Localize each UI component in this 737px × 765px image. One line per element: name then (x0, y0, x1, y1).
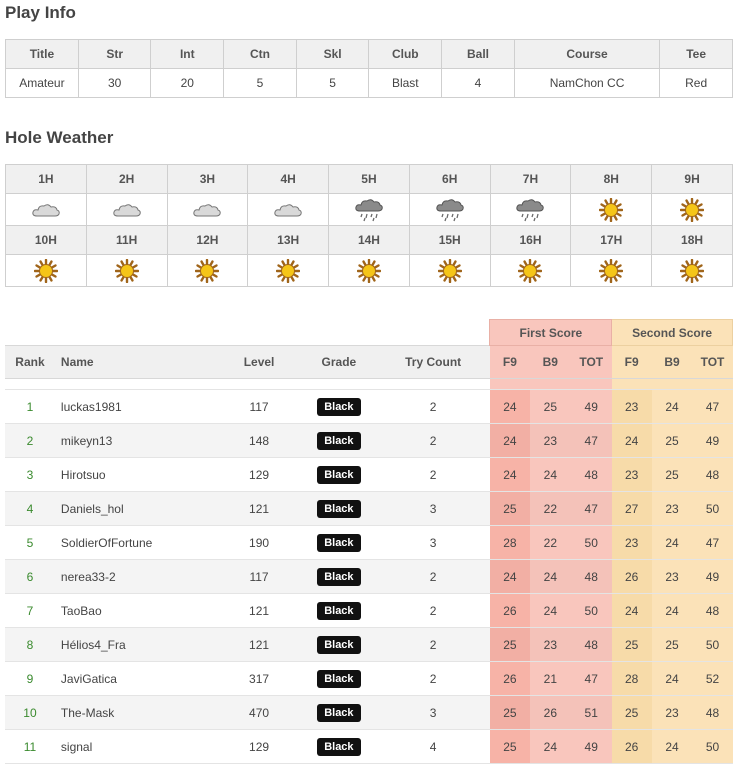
hole-label: 18H (652, 226, 733, 255)
second-b9-cell: 25 (652, 424, 693, 458)
col-skl: Skl (296, 40, 369, 69)
try-count-cell: 2 (376, 458, 490, 492)
first-tot-cell: 50 (571, 526, 612, 560)
second-b9-cell: 23 (652, 696, 693, 730)
rank-cell: 11 (5, 730, 55, 764)
front-nine-hole-row (6, 165, 733, 194)
table-row (5, 424, 733, 458)
rain-icon (354, 202, 384, 216)
hole-label: 4H (248, 165, 329, 194)
hole-weather-cell (248, 255, 329, 287)
hole-weather-cell (6, 194, 87, 226)
val-title: Amateur (6, 69, 79, 98)
ranking-body (5, 390, 733, 764)
rank-cell: 6 (5, 560, 55, 594)
try-count-cell: 2 (376, 628, 490, 662)
hole-weather-cell (248, 194, 329, 226)
second-b9-cell: 25 (652, 458, 693, 492)
grade-badge: Black (317, 568, 360, 586)
table-row (5, 390, 733, 424)
second-tot-cell: 48 (692, 696, 732, 730)
first-b9-cell: 23 (530, 628, 571, 662)
hole-label: 5H (329, 165, 410, 194)
grade-badge: Black (317, 704, 360, 722)
hole-weather-cell (652, 255, 733, 287)
sun-icon (680, 202, 704, 216)
grade-badge: Black (317, 432, 360, 450)
val-skl: 5 (296, 69, 369, 98)
first-b9-cell: 24 (530, 560, 571, 594)
rain-icon (435, 202, 465, 216)
second-b9-cell: 24 (652, 730, 693, 764)
val-str: 30 (78, 69, 151, 98)
hole-label: 14H (329, 226, 410, 255)
sun-icon (599, 202, 623, 216)
player-name[interactable]: mikeyn13 (55, 424, 217, 458)
table-row (5, 492, 733, 526)
hole-weather-cell (86, 255, 167, 287)
second-f9-cell: 24 (612, 594, 652, 628)
first-f9-cell: 25 (490, 730, 530, 764)
first-f9-cell: 24 (490, 390, 530, 424)
try-count-cell: 2 (376, 560, 490, 594)
grade-cell (301, 696, 376, 730)
grade-cell (301, 594, 376, 628)
hole-weather-cell (571, 255, 652, 287)
val-ctn: 5 (224, 69, 297, 98)
grade-cell (301, 458, 376, 492)
first-f9-cell: 26 (490, 662, 530, 696)
hole-weather-cell (329, 194, 410, 226)
rank-cell: 2 (5, 424, 55, 458)
player-name[interactable]: TaoBao (55, 594, 217, 628)
grade-badge: Black (317, 738, 360, 756)
second-b9-cell: 24 (652, 526, 693, 560)
level-cell: 121 (217, 492, 302, 526)
second-b9-cell: 24 (652, 594, 693, 628)
sun-icon (438, 263, 462, 277)
sun-icon (195, 263, 219, 277)
second-f9-cell: 26 (612, 560, 652, 594)
hole-label: 1H (6, 165, 87, 194)
back-nine-hole-row (6, 226, 733, 255)
cloud-icon (273, 202, 303, 216)
try-count-cell: 2 (376, 594, 490, 628)
second-b9-cell: 24 (652, 390, 693, 424)
grade-cell (301, 628, 376, 662)
second-tot-cell: 47 (692, 390, 732, 424)
sun-icon (680, 263, 704, 277)
second-f9-cell: 25 (612, 696, 652, 730)
second-tot-cell: 48 (692, 594, 732, 628)
first-tot-cell: 51 (571, 696, 612, 730)
first-b9-cell: 24 (530, 730, 571, 764)
hole-weather-cell (490, 194, 571, 226)
hole-label: 7H (490, 165, 571, 194)
second-tot-cell: 50 (692, 628, 732, 662)
first-f9-cell: 28 (490, 526, 530, 560)
rank-cell: 4 (5, 492, 55, 526)
col-title: Title (6, 40, 79, 69)
grade-cell (301, 390, 376, 424)
player-name[interactable]: Hélios4_Fra (55, 628, 217, 662)
play-info-table (5, 39, 733, 98)
sun-icon (518, 263, 542, 277)
ranking-table (5, 319, 733, 764)
play-info-header-row (6, 40, 733, 69)
grade-cell (301, 526, 376, 560)
rank-cell: 9 (5, 662, 55, 696)
col-ball: Ball (442, 40, 515, 69)
hole-weather-cell (652, 194, 733, 226)
first-tot-cell: 48 (571, 560, 612, 594)
back-nine-weather-row (6, 255, 733, 287)
second-tot-cell: 49 (692, 424, 732, 458)
level-cell: 117 (217, 390, 302, 424)
level-cell: 117 (217, 560, 302, 594)
hole-weather-cell (329, 255, 410, 287)
first-b9-cell: 24 (530, 594, 571, 628)
level-cell: 121 (217, 594, 302, 628)
val-int: 20 (151, 69, 224, 98)
sun-icon (357, 263, 381, 277)
second-f9-cell: 26 (612, 730, 652, 764)
rank-cell: 7 (5, 594, 55, 628)
first-score-group: First Score (490, 320, 612, 346)
grade-badge: Black (317, 602, 360, 620)
second-tot-cell: 52 (692, 662, 732, 696)
val-club: Blast (369, 69, 442, 98)
hole-label: 16H (490, 226, 571, 255)
player-name[interactable]: Hirotsuo (55, 458, 217, 492)
first-tot-cell: 48 (571, 458, 612, 492)
second-tot-cell: 47 (692, 526, 732, 560)
rank-cell: 5 (5, 526, 55, 560)
sun-icon (276, 263, 300, 277)
hole-label: 9H (652, 165, 733, 194)
grade-badge: Black (317, 466, 360, 484)
try-count-cell: 3 (376, 526, 490, 560)
hole-label: 3H (167, 165, 248, 194)
hole-weather-cell (6, 255, 87, 287)
level-cell: 129 (217, 730, 302, 764)
table-row (5, 696, 733, 730)
second-tot-cell: 49 (692, 560, 732, 594)
second-tot-cell: 50 (692, 730, 732, 764)
table-row (5, 458, 733, 492)
player-name[interactable]: signal (55, 730, 217, 764)
grade-cell (301, 662, 376, 696)
second-f9-cell: 25 (612, 628, 652, 662)
hole-weather-cell (167, 255, 248, 287)
player-name[interactable]: JaviGatica (55, 662, 217, 696)
col-level: Level (217, 346, 302, 379)
sun-icon (115, 263, 139, 277)
rank-cell: 10 (5, 696, 55, 730)
second-b9-cell: 23 (652, 492, 693, 526)
grade-cell (301, 424, 376, 458)
rank-cell: 1 (5, 390, 55, 424)
rank-cell: 3 (5, 458, 55, 492)
first-b9-cell: 24 (530, 458, 571, 492)
col-rank: Rank (5, 346, 55, 379)
col-second-b9: B9 (652, 346, 693, 379)
second-f9-cell: 28 (612, 662, 652, 696)
grade-cell (301, 492, 376, 526)
first-tot-cell: 50 (571, 594, 612, 628)
second-b9-cell: 25 (652, 628, 693, 662)
first-f9-cell: 24 (490, 424, 530, 458)
second-tot-cell: 48 (692, 458, 732, 492)
col-grade: Grade (301, 346, 376, 379)
col-first-f9: F9 (490, 346, 530, 379)
first-f9-cell: 24 (490, 560, 530, 594)
hole-weather-cell (409, 194, 490, 226)
first-f9-cell: 26 (490, 594, 530, 628)
group-spacer (5, 320, 490, 346)
table-row (5, 628, 733, 662)
first-f9-cell: 25 (490, 696, 530, 730)
second-b9-cell: 23 (652, 560, 693, 594)
first-tot-cell: 47 (571, 492, 612, 526)
header-spacer-row (5, 379, 733, 390)
col-first-tot: TOT (571, 346, 612, 379)
play-info-title: Play Info (5, 3, 76, 22)
level-cell: 129 (217, 458, 302, 492)
play-info-value-row (6, 69, 733, 98)
second-f9-cell: 23 (612, 526, 652, 560)
first-tot-cell: 48 (571, 628, 612, 662)
try-count-cell: 3 (376, 492, 490, 526)
first-f9-cell: 24 (490, 458, 530, 492)
hole-weather-cell (409, 255, 490, 287)
player-name[interactable]: SoldierOfFortune (55, 526, 217, 560)
ranking-header-row (5, 346, 733, 379)
grade-badge: Black (317, 670, 360, 688)
grade-badge: Black (317, 636, 360, 654)
hole-label: 2H (86, 165, 167, 194)
hole-label: 10H (6, 226, 87, 255)
try-count-cell: 4 (376, 730, 490, 764)
second-b9-cell: 24 (652, 662, 693, 696)
first-tot-cell: 49 (571, 390, 612, 424)
cloud-icon (192, 202, 222, 216)
val-ball: 4 (442, 69, 515, 98)
hole-weather-cell (571, 194, 652, 226)
grade-badge: Black (317, 398, 360, 416)
try-count-cell: 2 (376, 424, 490, 458)
rank-cell: 8 (5, 628, 55, 662)
level-cell: 121 (217, 628, 302, 662)
grade-cell (301, 730, 376, 764)
cloud-icon (112, 202, 142, 216)
hole-weather-cell (86, 194, 167, 226)
level-cell: 190 (217, 526, 302, 560)
first-b9-cell: 22 (530, 526, 571, 560)
second-tot-cell: 50 (692, 492, 732, 526)
table-row (5, 526, 733, 560)
hole-weather-cell (490, 255, 571, 287)
second-f9-cell: 23 (612, 458, 652, 492)
hole-label: 15H (409, 226, 490, 255)
col-try-count: Try Count (376, 346, 490, 379)
first-tot-cell: 47 (571, 424, 612, 458)
val-tee: Red (660, 69, 733, 98)
try-count-cell: 2 (376, 390, 490, 424)
col-int: Int (151, 40, 224, 69)
hole-label: 13H (248, 226, 329, 255)
level-cell: 317 (217, 662, 302, 696)
val-course: NamChon CC (514, 69, 659, 98)
hole-label: 11H (86, 226, 167, 255)
rain-icon (515, 202, 545, 216)
player-name[interactable]: luckas1981 (55, 390, 217, 424)
col-name: Name (55, 346, 217, 379)
first-f9-cell: 25 (490, 628, 530, 662)
front-nine-weather-row (6, 194, 733, 226)
first-b9-cell: 26 (530, 696, 571, 730)
second-score-group: Second Score (612, 320, 733, 346)
table-row (5, 662, 733, 696)
table-row (5, 594, 733, 628)
second-f9-cell: 27 (612, 492, 652, 526)
col-second-tot: TOT (692, 346, 732, 379)
sun-icon (599, 263, 623, 277)
level-cell: 148 (217, 424, 302, 458)
second-f9-cell: 24 (612, 424, 652, 458)
first-b9-cell: 22 (530, 492, 571, 526)
first-tot-cell: 47 (571, 662, 612, 696)
sun-icon (34, 263, 58, 277)
col-second-f9: F9 (612, 346, 652, 379)
second-f9-cell: 23 (612, 390, 652, 424)
player-name[interactable]: Daniels_hol (55, 492, 217, 526)
hole-label: 8H (571, 165, 652, 194)
first-b9-cell: 25 (530, 390, 571, 424)
hole-weather-table (5, 164, 733, 287)
grade-cell (301, 560, 376, 594)
hole-label: 12H (167, 226, 248, 255)
level-cell: 470 (217, 696, 302, 730)
first-tot-cell: 49 (571, 730, 612, 764)
col-str: Str (78, 40, 151, 69)
table-row (5, 560, 733, 594)
col-tee: Tee (660, 40, 733, 69)
hole-label: 6H (409, 165, 490, 194)
col-course: Course (514, 40, 659, 69)
col-club: Club (369, 40, 442, 69)
hole-weather-title: Hole Weather (5, 128, 114, 147)
col-first-b9: B9 (530, 346, 571, 379)
grade-badge: Black (317, 500, 360, 518)
player-name[interactable]: The-Mask (55, 696, 217, 730)
col-ctn: Ctn (224, 40, 297, 69)
hole-weather-cell (167, 194, 248, 226)
player-name[interactable]: nerea33-2 (55, 560, 217, 594)
try-count-cell: 2 (376, 662, 490, 696)
table-row (5, 730, 733, 764)
first-f9-cell: 25 (490, 492, 530, 526)
score-group-row (5, 320, 733, 346)
try-count-cell: 3 (376, 696, 490, 730)
first-b9-cell: 21 (530, 662, 571, 696)
first-b9-cell: 23 (530, 424, 571, 458)
grade-badge: Black (317, 534, 360, 552)
cloud-icon (31, 202, 61, 216)
hole-label: 17H (571, 226, 652, 255)
